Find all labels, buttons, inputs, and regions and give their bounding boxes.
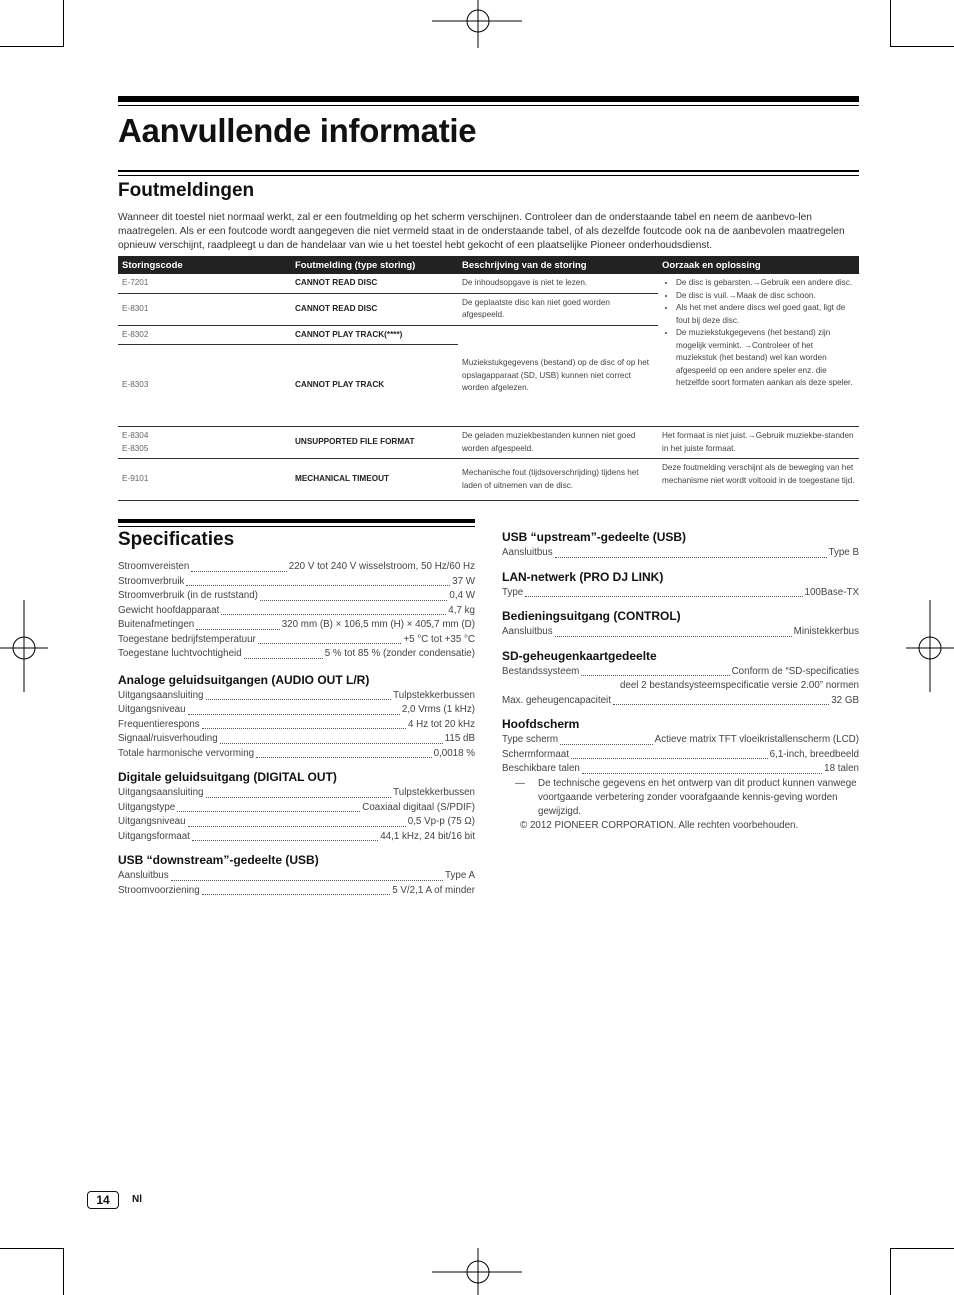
- copyright: [502, 819, 859, 833]
- error-code: E-8302: [118, 325, 291, 345]
- error-message: CANNOT PLAY TRACK(****): [291, 325, 458, 345]
- error-message: UNSUPPORTED FILE FORMAT: [291, 427, 458, 459]
- errors-heading: Foutmeldingen: [118, 180, 255, 201]
- note-dash: —: [515, 777, 525, 789]
- spec-row: [502, 586, 859, 601]
- error-description: De geladen muziekbestanden kunnen niet goed worden afgespeeld.: [458, 427, 658, 459]
- note-text: De technische gegevens en het ontwerp van dit product kunnen vanwege voortgaande verbetering zonder voorafgaande kennis-geving worden gewijzigd.: [538, 777, 857, 817]
- spec-label: Stroomvoorziening: [118, 884, 200, 896]
- title-rule-thin: [118, 105, 859, 106]
- control-heading: Bedieningsuitgang (CONTROL): [502, 609, 681, 623]
- spec-row: [118, 732, 475, 747]
- error-code: E-9101: [118, 459, 291, 501]
- spec-value: 5 V/2,1 A of minder: [392, 884, 475, 896]
- spec-value: 100Base-TX: [804, 586, 859, 598]
- registration-mark-left: [0, 600, 50, 692]
- spec-value: 320 mm (B) × 106,5 mm (H) × 405,7 mm (D): [281, 619, 475, 630]
- error-description: De inhoudsopgave is niet te lezen.: [458, 274, 658, 293]
- spec-value: Ministekkerbus: [793, 626, 859, 637]
- error-message: CANNOT READ DISC: [291, 274, 458, 293]
- spec-label: Aansluitbus: [502, 547, 553, 558]
- spec-value: Tulpstekkerbussen: [393, 787, 475, 798]
- error-solution-list: [658, 274, 859, 427]
- spec-row: [502, 748, 859, 763]
- spec-row: [118, 633, 475, 648]
- spec-label: Uitgangstype: [118, 801, 176, 813]
- spec-label: Uitgangsniveau: [118, 704, 186, 715]
- spec-value: 0,0018 %: [433, 747, 475, 759]
- spec-label: Buitenafmetingen: [118, 619, 195, 630]
- spec-label: Beschikbare talen: [502, 763, 580, 774]
- general-specs: [118, 560, 475, 662]
- usb-upstream-heading: USB “upstream”-gedeelte (USB): [502, 530, 687, 544]
- spec-row: [502, 694, 859, 709]
- spec-label: Aansluitbus: [502, 626, 553, 637]
- copyright-text: © 2012 PIONEER CORPORATION. Alle rechten voorbehouden.: [520, 819, 799, 831]
- spec-value: 2,0 Vrms (1 kHz): [401, 704, 475, 715]
- spec-label: Stroomvereisten: [118, 561, 190, 572]
- spec-value: 44,1 kHz, 24 bit/16 bit: [380, 830, 475, 842]
- spec-note: [502, 777, 859, 819]
- table-row: [118, 274, 859, 293]
- table-row: [118, 459, 859, 501]
- spec-label: Gewicht hoofdapparaat: [118, 604, 220, 616]
- column-header: Beschrijving van de storing: [458, 256, 658, 274]
- error-description: De geplaatste disc kan niet goed worden afgespeeld.: [458, 293, 658, 325]
- specs-rule-thin: [118, 526, 475, 527]
- digital-out-heading: Digitale geluidsuitgang (DIGITAL OUT): [118, 770, 337, 784]
- solution-item: • De disc is vuil.→Maak de disc schoon.: [676, 290, 855, 303]
- spec-label: Stroomverbruik: [118, 575, 185, 587]
- spec-row: [118, 786, 475, 801]
- registration-mark-bottom: [432, 1248, 524, 1295]
- error-code: E-8301: [118, 293, 291, 325]
- registration-mark-right: [904, 600, 954, 692]
- spec-row: [502, 546, 859, 561]
- page-title: Aanvullende informatie: [118, 112, 477, 149]
- spec-row: [118, 884, 475, 899]
- spec-label: Type: [502, 586, 524, 598]
- spec-row: [118, 575, 475, 590]
- sd-heading: SD-geheugenkaartgedeelte: [502, 648, 657, 663]
- spec-row: [118, 703, 475, 718]
- spec-label: Signaal/ruisverhouding: [118, 733, 218, 744]
- spec-value: Actieve matrix TFT vloeikristallenscherm (LCD): [654, 734, 859, 745]
- spec-label: Schermformaat: [502, 748, 569, 760]
- spec-label: Uitgangsaansluiting: [118, 787, 204, 798]
- analog-out-heading: Analoge geluidsuitgangen (AUDIO OUT L/R): [118, 672, 370, 687]
- spec-value: 220 V tot 240 V wisselstroom, 50 Hz/60 Hz: [288, 561, 475, 572]
- spec-value: 6,1-inch, breedbeeld: [769, 748, 859, 760]
- display-heading: Hoofdscherm: [502, 717, 580, 731]
- spec-label: Max. geheugencapaciteit: [502, 694, 611, 706]
- error-solution: Deze foutmelding verschijnt als de beweging van het mechanisme niet wordt voltooid in de toegestane tijd.: [658, 459, 859, 501]
- spec-value: 0,5 Vp-p (75 Ω): [407, 816, 475, 827]
- error-description: Mechanische fout (tijdsoverschrijding) tijdens het laden of uitnemen van de disc.: [458, 459, 658, 501]
- spec-label: Frequentierespons: [118, 718, 200, 730]
- title-underline-thin: [118, 175, 859, 176]
- error-message: CANNOT PLAY TRACK: [291, 345, 458, 427]
- lan-heading: LAN-netwerk (PRO DJ LINK): [502, 569, 664, 584]
- page-number: 14: [87, 1191, 119, 1209]
- column-header: Storingscode: [118, 256, 291, 274]
- language-code: Nl: [132, 1194, 142, 1205]
- spec-row: [118, 747, 475, 762]
- specs-right-column: [502, 521, 859, 833]
- error-code: E-8304: [122, 431, 149, 440]
- error-code: E-8305: [122, 443, 149, 453]
- error-message: CANNOT READ DISC: [291, 293, 458, 325]
- error-description: Muziekstukgegevens (bestand) op de disc of op het opslagapparaat (SD, USB) kunnen niet correct worden afgelezen.: [458, 325, 658, 427]
- spec-row: [118, 830, 475, 845]
- spec-value: 115 dB: [444, 733, 475, 744]
- spec-value: 5 % tot 85 % (zonder condensatie): [324, 648, 475, 659]
- column-header: Oorzaak en oplossing: [658, 256, 859, 274]
- spec-value: 32 GB: [831, 694, 859, 706]
- table-header-row: [118, 256, 859, 274]
- title-rule-thick: [118, 96, 859, 102]
- title-underline: [118, 170, 859, 172]
- spec-row: [118, 801, 475, 816]
- spec-row: [118, 815, 475, 830]
- spec-value: Coaxiaal digitaal (S/PDIF): [362, 801, 475, 813]
- spec-value: 4,7 kg: [448, 604, 475, 616]
- spec-row: [118, 618, 475, 633]
- spec-value: 18 talen: [824, 763, 859, 774]
- spec-row: [118, 869, 475, 884]
- error-code: E-7201: [118, 274, 291, 293]
- error-code: E-8303: [118, 345, 291, 427]
- spec-value: +5 °C tot +35 °C: [403, 633, 475, 645]
- spec-row: [118, 604, 475, 619]
- column-header: Foutmelding (type storing): [291, 256, 458, 274]
- spec-label: Totale harmonische vervorming: [118, 747, 255, 759]
- usb-downstream-heading: USB “downstream”-gedeelte (USB): [118, 853, 319, 867]
- table-row: [118, 427, 859, 459]
- spec-label: Type scherm: [502, 734, 559, 745]
- error-code-group: [118, 427, 291, 459]
- spec-row: [118, 589, 475, 604]
- error-message: MECHANICAL TIMEOUT: [291, 459, 458, 501]
- error-table: [118, 256, 859, 501]
- spec-label: Uitgangsaansluiting: [118, 689, 204, 701]
- spec-value: 0,4 W: [449, 590, 475, 601]
- errors-intro: Wanneer dit toestel niet normaal werkt, zal er een foutmelding op het scherm verschijnen. Controleer dan de onderstaande tabel en neem de aanbevo-len maatregelen. Als er een foutcode wordt aangegeven die niet vermeld staat in de onderstaande tabel, of als dezelfde foutcode ook na de aanbevolen maatregelen opnieuw verschijnt, raadpleegt u dan de handelaar van wie u het toestel hebt gekocht of een plaatselijke Pioneer onderhoudsdienst.: [118, 212, 845, 251]
- spec-label: Toegestane bedrijfstemperatuur: [118, 633, 256, 645]
- spec-value: Tulpstekkerbussen: [393, 689, 475, 701]
- spec-label: Aansluitbus: [118, 870, 169, 881]
- spec-label: Uitgangsniveau: [118, 816, 186, 827]
- spec-value: 37 W: [452, 575, 475, 587]
- spec-value-continuation: deel 2 bestandsysteemspecificatie versie 2.00” normen: [619, 680, 859, 691]
- specs-rule-thick: [118, 519, 475, 523]
- solution-item: • De disc is gebarsten.→Gebruik een andere disc.: [676, 277, 855, 290]
- spec-row: [118, 718, 475, 733]
- spec-row: [118, 689, 475, 704]
- error-solution: Het formaat is niet juist.→Gebruik muziekbe-standen in het juiste formaat.: [658, 427, 859, 459]
- spec-value: Conform de “SD-specificaties: [731, 665, 859, 677]
- specs-heading: Specificaties: [118, 529, 235, 550]
- spec-row: [502, 762, 859, 777]
- spec-label: Bestandssysteem: [502, 665, 580, 677]
- spec-row: [502, 625, 859, 640]
- spec-value: Type A: [445, 870, 475, 881]
- registration-mark-top: [432, 0, 524, 50]
- spec-row: [118, 647, 475, 662]
- specs-left-column: [118, 560, 475, 898]
- solution-item: • Als het met andere discs wel goed gaat, ligt de fout bij deze disc.: [676, 302, 855, 327]
- spec-label: Stroomverbruik (in de ruststand): [118, 590, 258, 601]
- spec-value: Type B: [828, 547, 859, 558]
- spec-row: [118, 560, 475, 575]
- spec-label: Uitgangsformaat: [118, 830, 190, 842]
- solution-item: • De muziekstukgegevens (het bestand) zijn mogelijk verminkt. →Controleer of het muziekstuk (het bestand) wel kan worden afgespeeld op een andere speler enz. die hetzelfde soort formaten aankan als deze speler.: [676, 327, 855, 390]
- spec-row: [502, 665, 859, 680]
- spec-label: Toegestane luchtvochtigheid: [118, 648, 242, 659]
- spec-row: [502, 733, 859, 748]
- spec-value: 4 Hz tot 20 kHz: [408, 718, 475, 730]
